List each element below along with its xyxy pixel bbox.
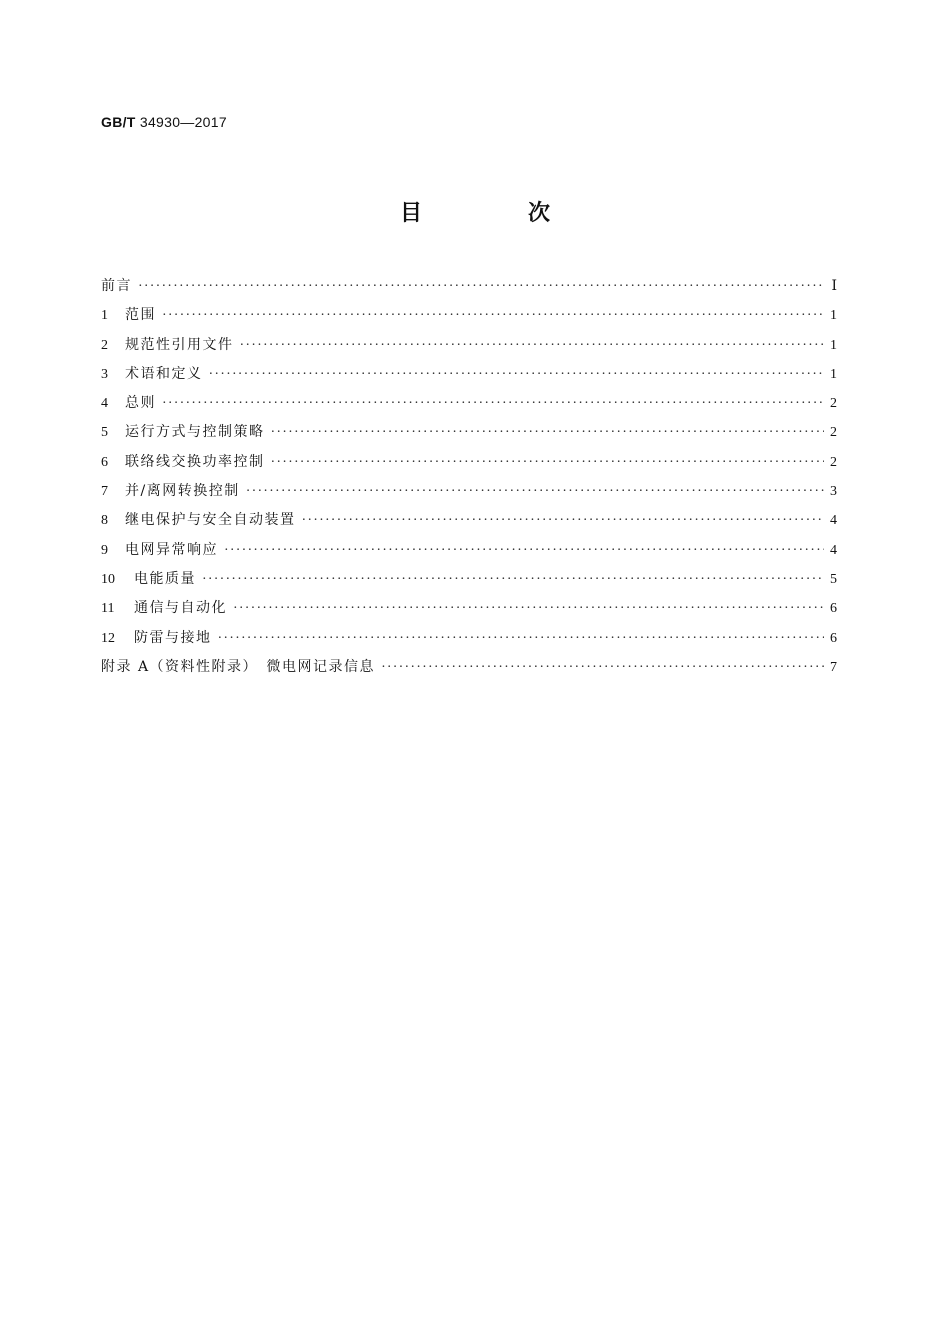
toc-entry-number: 10 bbox=[101, 571, 115, 587]
toc-entry-label: 范围 bbox=[125, 307, 156, 324]
toc-leader-dots bbox=[224, 536, 824, 565]
toc-entry-10[interactable] bbox=[101, 565, 837, 594]
toc-entry-number: 12 bbox=[101, 630, 115, 646]
toc-leader-dots bbox=[302, 506, 825, 535]
toc-entry-9[interactable] bbox=[101, 536, 837, 565]
toc-leader-dots bbox=[162, 389, 824, 418]
toc-entry-4[interactable] bbox=[101, 389, 837, 418]
toc-entry-page: 4 bbox=[830, 513, 837, 529]
toc-leader-dots bbox=[240, 331, 825, 360]
toc-entry-number: 6 bbox=[101, 454, 108, 470]
toc-entry-1[interactable] bbox=[101, 301, 837, 330]
toc-entry-12[interactable] bbox=[101, 624, 837, 653]
standard-code bbox=[101, 114, 227, 130]
toc-entry-label: 术语和定义 bbox=[125, 365, 203, 382]
toc-entry-label: 继电保护与安全自动装置 bbox=[125, 512, 296, 529]
toc-entry-label: 附录 A（资料性附录） 微电网记录信息 bbox=[101, 658, 376, 675]
toc-entry-page: 3 bbox=[830, 484, 837, 500]
toc-entry-page: 5 bbox=[830, 571, 837, 587]
toc-entry-5[interactable] bbox=[101, 418, 837, 447]
toc-entry-label: 规范性引用文件 bbox=[125, 336, 234, 353]
toc-entry-number: 3 bbox=[101, 366, 108, 382]
table-of-contents bbox=[101, 272, 837, 682]
toc-entry-label: 电网异常响应 bbox=[125, 541, 218, 558]
toc-entry-number: 11 bbox=[101, 601, 115, 617]
toc-leader-dots bbox=[202, 565, 824, 594]
toc-leader-dots bbox=[209, 360, 825, 389]
toc-entry-page: 2 bbox=[830, 396, 837, 412]
toc-entry-number: 1 bbox=[101, 308, 108, 324]
toc-entry-page: 6 bbox=[830, 630, 837, 646]
toc-entry-page: 1 bbox=[830, 366, 837, 382]
toc-leader-dots bbox=[381, 653, 824, 682]
toc-entry-label: 通信与自动化 bbox=[134, 600, 227, 617]
toc-leader-dots bbox=[246, 477, 824, 506]
toc-title: 目 次 bbox=[399, 201, 592, 226]
toc-entry-label: 联络线交换功率控制 bbox=[125, 453, 265, 470]
toc-entry-page: 1 bbox=[830, 308, 837, 324]
toc-entry-page: 6 bbox=[830, 601, 837, 617]
toc-entry-number: 9 bbox=[101, 542, 108, 558]
toc-entry-page: 2 bbox=[830, 454, 837, 470]
toc-entry-page: 2 bbox=[830, 425, 837, 441]
standard-prefix: GB/T bbox=[101, 114, 136, 130]
toc-entry-3[interactable] bbox=[101, 360, 837, 389]
standard-number: 34930—2017 bbox=[139, 114, 227, 130]
toc-entry-label: 前言 bbox=[101, 278, 132, 294]
toc-entry-label: 运行方式与控制策略 bbox=[125, 424, 265, 441]
toc-entry-8[interactable] bbox=[101, 506, 837, 535]
toc-entry-label: 总则 bbox=[125, 395, 156, 412]
toc-entry-label: 并/离网转换控制 bbox=[125, 483, 240, 500]
toc-entry-page: 1 bbox=[830, 337, 837, 353]
toc-entry-6[interactable] bbox=[101, 448, 837, 477]
toc-entry-number: 5 bbox=[101, 425, 108, 441]
toc-entry-11[interactable] bbox=[101, 594, 837, 623]
toc-entry-foreword[interactable] bbox=[101, 272, 837, 301]
toc-entry-page: Ⅰ bbox=[831, 279, 837, 294]
toc-entry-7[interactable] bbox=[101, 477, 837, 506]
toc-leader-dots bbox=[162, 301, 824, 330]
toc-leader-dots bbox=[271, 448, 825, 477]
toc-entry-number: 8 bbox=[101, 513, 108, 529]
toc-leader-dots bbox=[271, 418, 825, 447]
toc-entry-appendix-a[interactable] bbox=[101, 653, 837, 682]
toc-leader-dots bbox=[233, 594, 824, 623]
toc-entry-2[interactable] bbox=[101, 331, 837, 360]
toc-entry-number: 4 bbox=[101, 396, 108, 412]
toc-leader-dots bbox=[218, 624, 825, 653]
toc-entry-number: 2 bbox=[101, 337, 108, 353]
toc-entry-page: 7 bbox=[830, 659, 837, 675]
toc-entry-page: 4 bbox=[830, 542, 837, 558]
toc-leader-dots bbox=[138, 272, 824, 301]
toc-entry-label: 防雷与接地 bbox=[134, 629, 212, 646]
toc-entry-label: 电能质量 bbox=[134, 570, 196, 587]
toc-entry-number: 7 bbox=[101, 484, 108, 500]
